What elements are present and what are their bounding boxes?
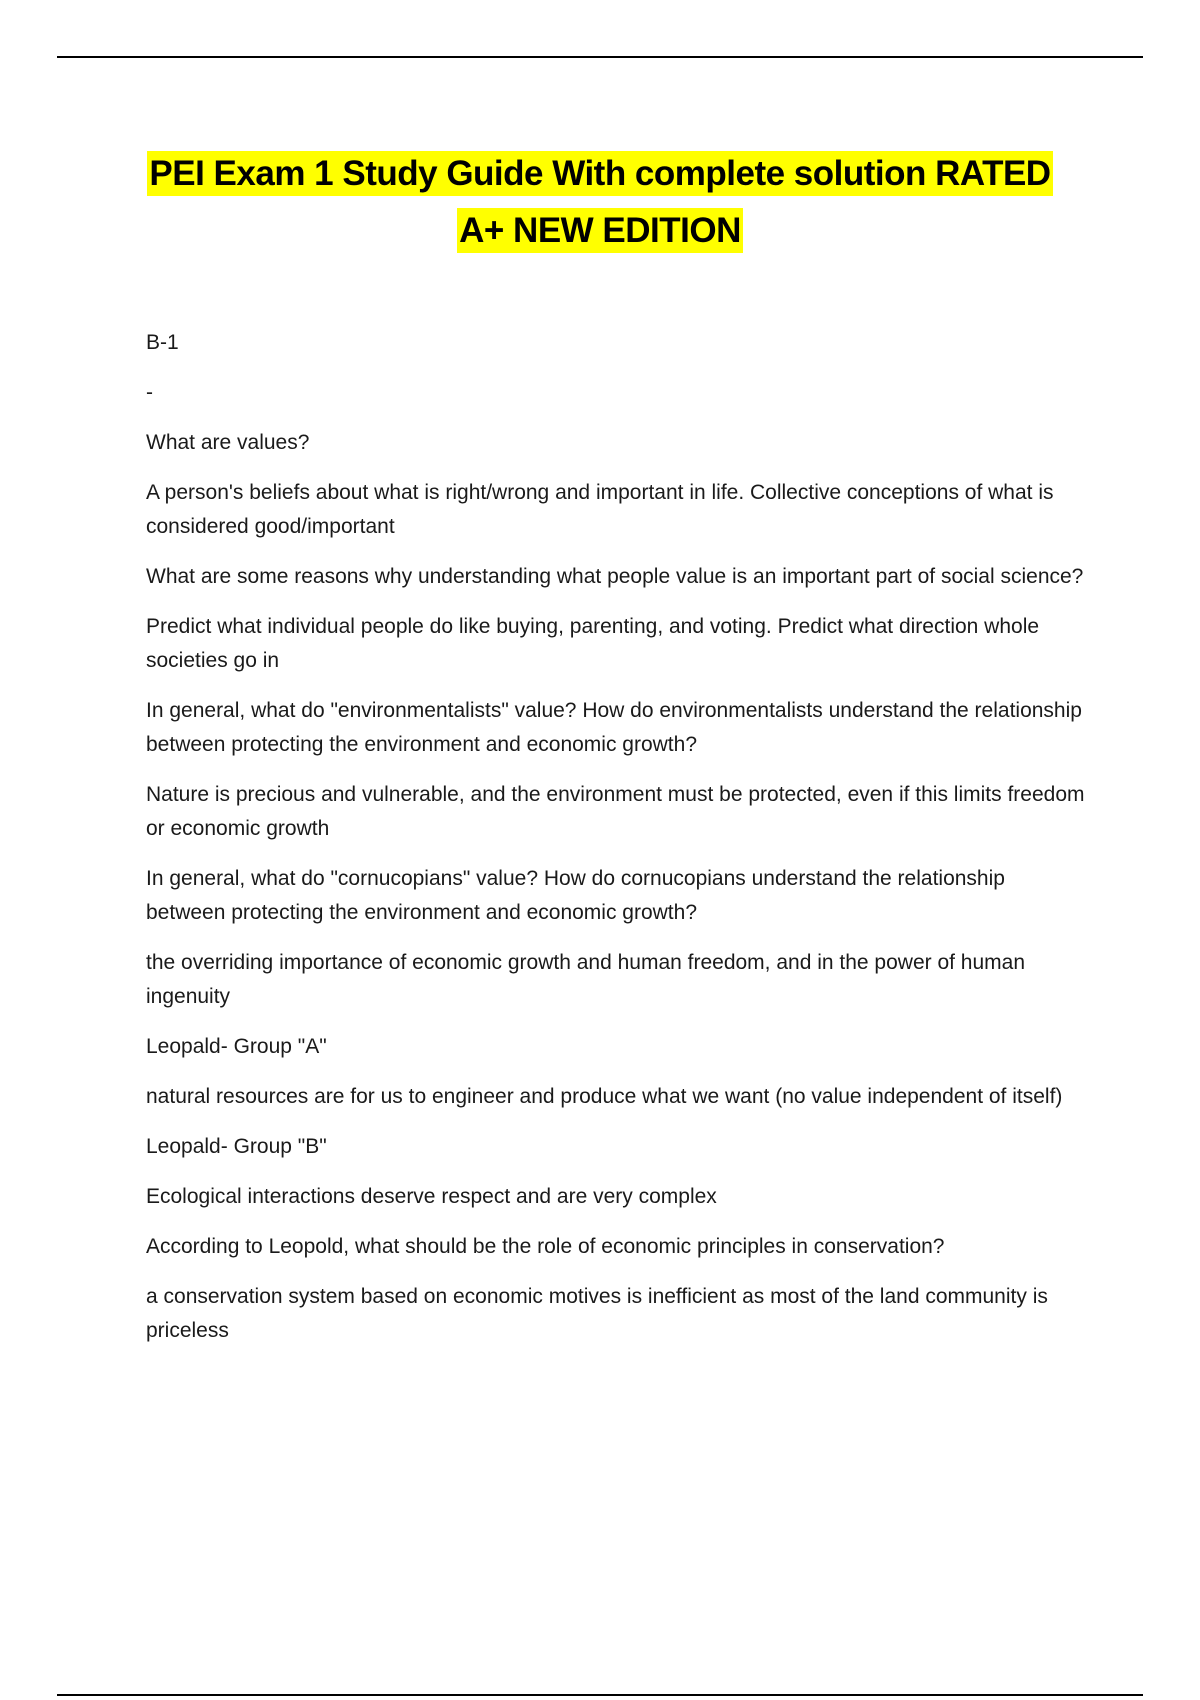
paragraph-section-label: B-1 [146,331,179,354]
answer-environmentalists: Nature is precious and vulnerable, and the environment must be protected, even if this limits freedom or economic growth [146,783,1085,840]
question-leopold-group-b: Leopald- Group "B" [146,1135,327,1158]
bottom-rule [57,1694,1143,1696]
answer-leopold-group-b: Ecological interactions deserve respect and are very complex [146,1185,717,1208]
question-environmentalists: In general, what do "environmentalists" value? How do environmentalists understand the relationship between protecting the environment and economic growth? [146,699,1082,756]
title-line-2-text: A+ NEW EDITION [457,208,743,253]
question-leopold-economics: According to Leopold, what should be the role of economic principles in conservation? [146,1235,945,1258]
answer-understanding-values: Predict what individual people do like buying, parenting, and voting. Predict what direction whole societies go in [146,615,1040,672]
question-understanding-values: What are some reasons why understanding what people value is an important part of social science? [146,565,1084,588]
top-rule [57,56,1143,58]
document-body [146,326,1086,1364]
title-line-2 [60,202,1140,259]
question-leopold-group-a: Leopald- Group "A" [146,1035,327,1058]
title-line-1 [60,145,1140,202]
answer-values: A person's beliefs about what is right/wrong and important in life. Collective conceptions of what is considered good/important [146,481,1054,538]
question-cornucopians: In general, what do "cornucopians" value? How do cornucopians understand the relationship between protecting the environment and economic growth? [146,867,1005,924]
answer-leopold-group-a: natural resources are for us to engineer and produce what we want (no value independent of itself) [146,1085,1063,1108]
question-values: What are values? [146,431,310,454]
title-line-1-text: PEI Exam 1 Study Guide With complete solution RATED [147,151,1052,196]
paragraph-dash: - [146,381,153,404]
answer-cornucopians: the overriding importance of economic growth and human freedom, and in the power of human ingenuity [146,951,1026,1008]
answer-leopold-economics: a conservation system based on economic motives is inefficient as most of the land community is priceless [146,1285,1048,1342]
document-title [60,145,1140,259]
